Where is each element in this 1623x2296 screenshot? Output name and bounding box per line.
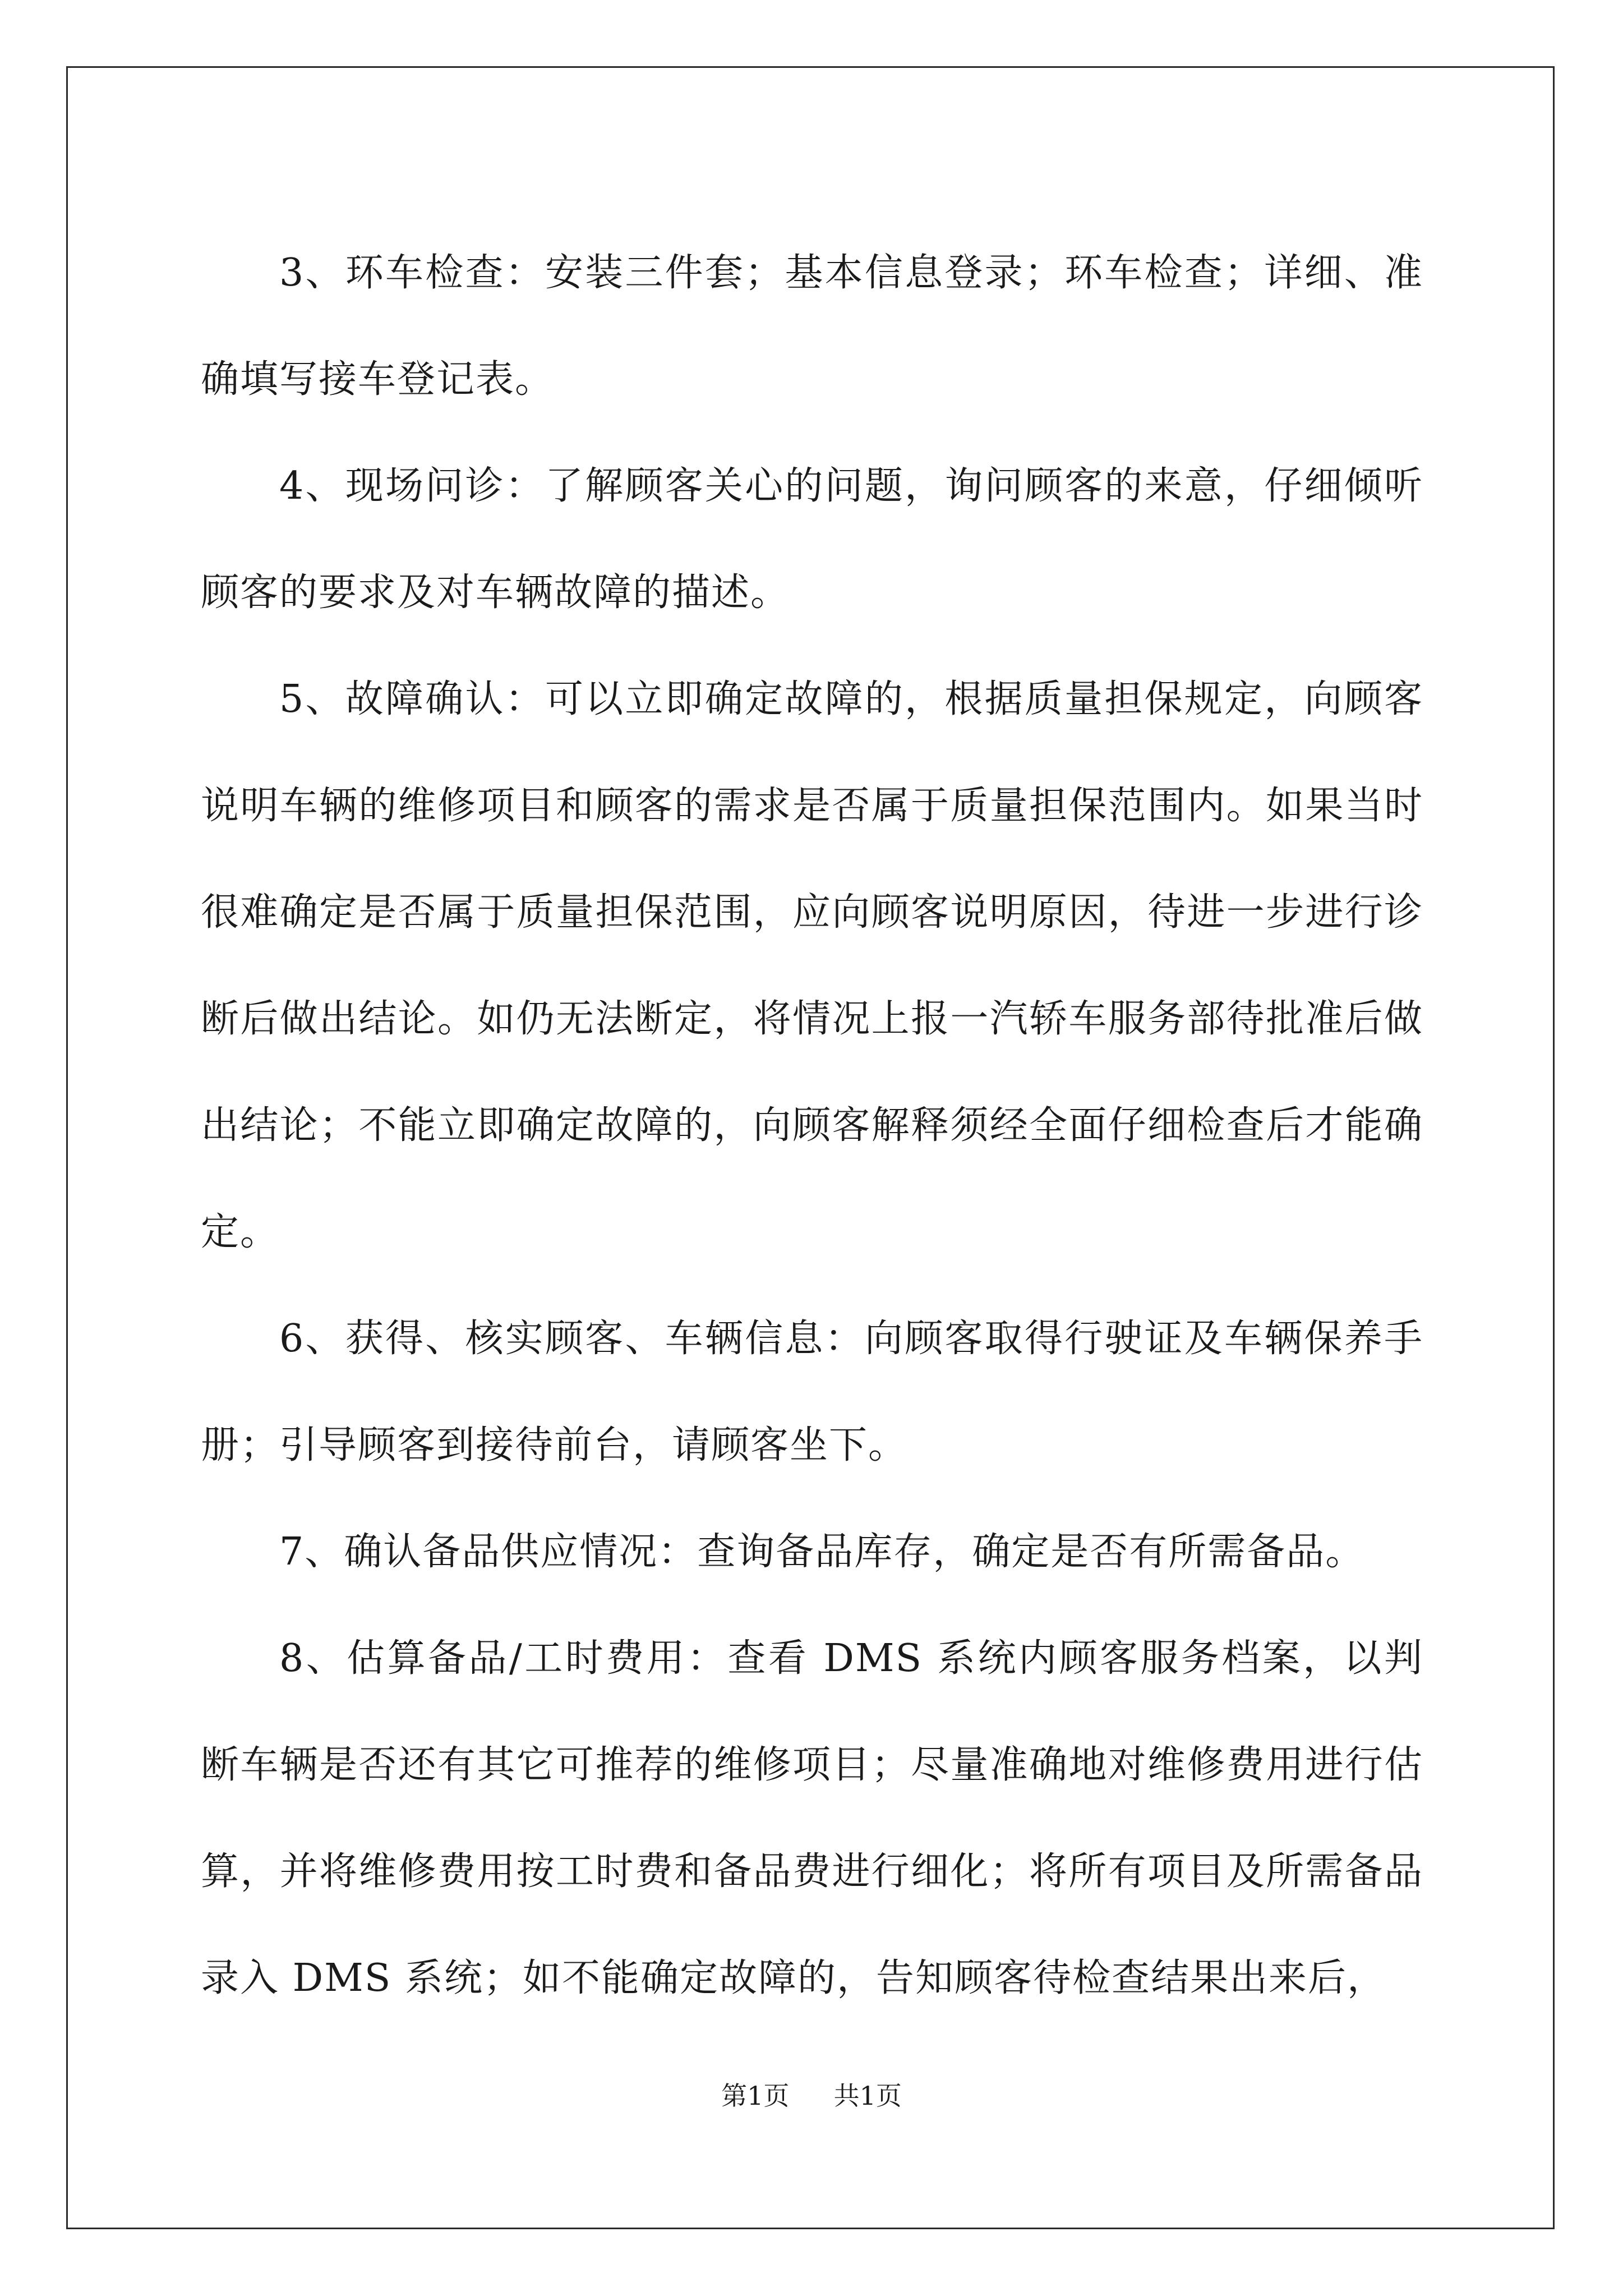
page-number: 第1页: [721, 2081, 790, 2111]
paragraph-5: 5、故障确认：可以立即确定故障的，根据质量担保规定，向顾客说明车辆的维修项目和顾客的需求是否属于质量担保范围内。如果当时很难确定是否属于质量担保范围，应向顾客说明原因，待进一步进行诊断后做出结论。如仍无法断定，将情况上报一汽轿车服务部待批准后做出结论；不能立即确定故障的，向顾客解释须经全面仔细检查后才能确定。: [201, 677, 1423, 1254]
paragraph-4: 4、现场问诊：了解顾客关心的问题，询问顾客的来意，仔细倾听顾客的要求及对车辆故障的描述。: [201, 464, 1423, 615]
document-body: [201, 220, 1423, 2032]
paragraph-3: 3、环车检查：安装三件套；基本信息登录；环车检查；详细、准确填写接车登记表。: [201, 251, 1423, 402]
paragraph-6: 6、获得、核实顾客、车辆信息：向顾客取得行驶证及车辆保养手册；引导顾客到接待前台，请顾客坐下。: [201, 1317, 1423, 1467]
page-total: 共1页: [833, 2081, 902, 2111]
page-footer: [0, 2076, 1623, 2113]
paragraph-7: 7、确认备品供应情况：查询备品库存，确定是否有所需备品。: [279, 1530, 1365, 1574]
paragraph-8: 8、估算备品/工时费用：查看 DMS 系统内顾客服务档案，以判断车辆是否还有其它可推荐的维修项目；尽量准确地对维修费用进行估算，并将维修费用按工时费和备品费进行细化；将所有项目及所需备品录入 DMS 系统；如不能确定故障的，告知顾客待检查结果出来后，: [201, 1636, 1423, 2000]
